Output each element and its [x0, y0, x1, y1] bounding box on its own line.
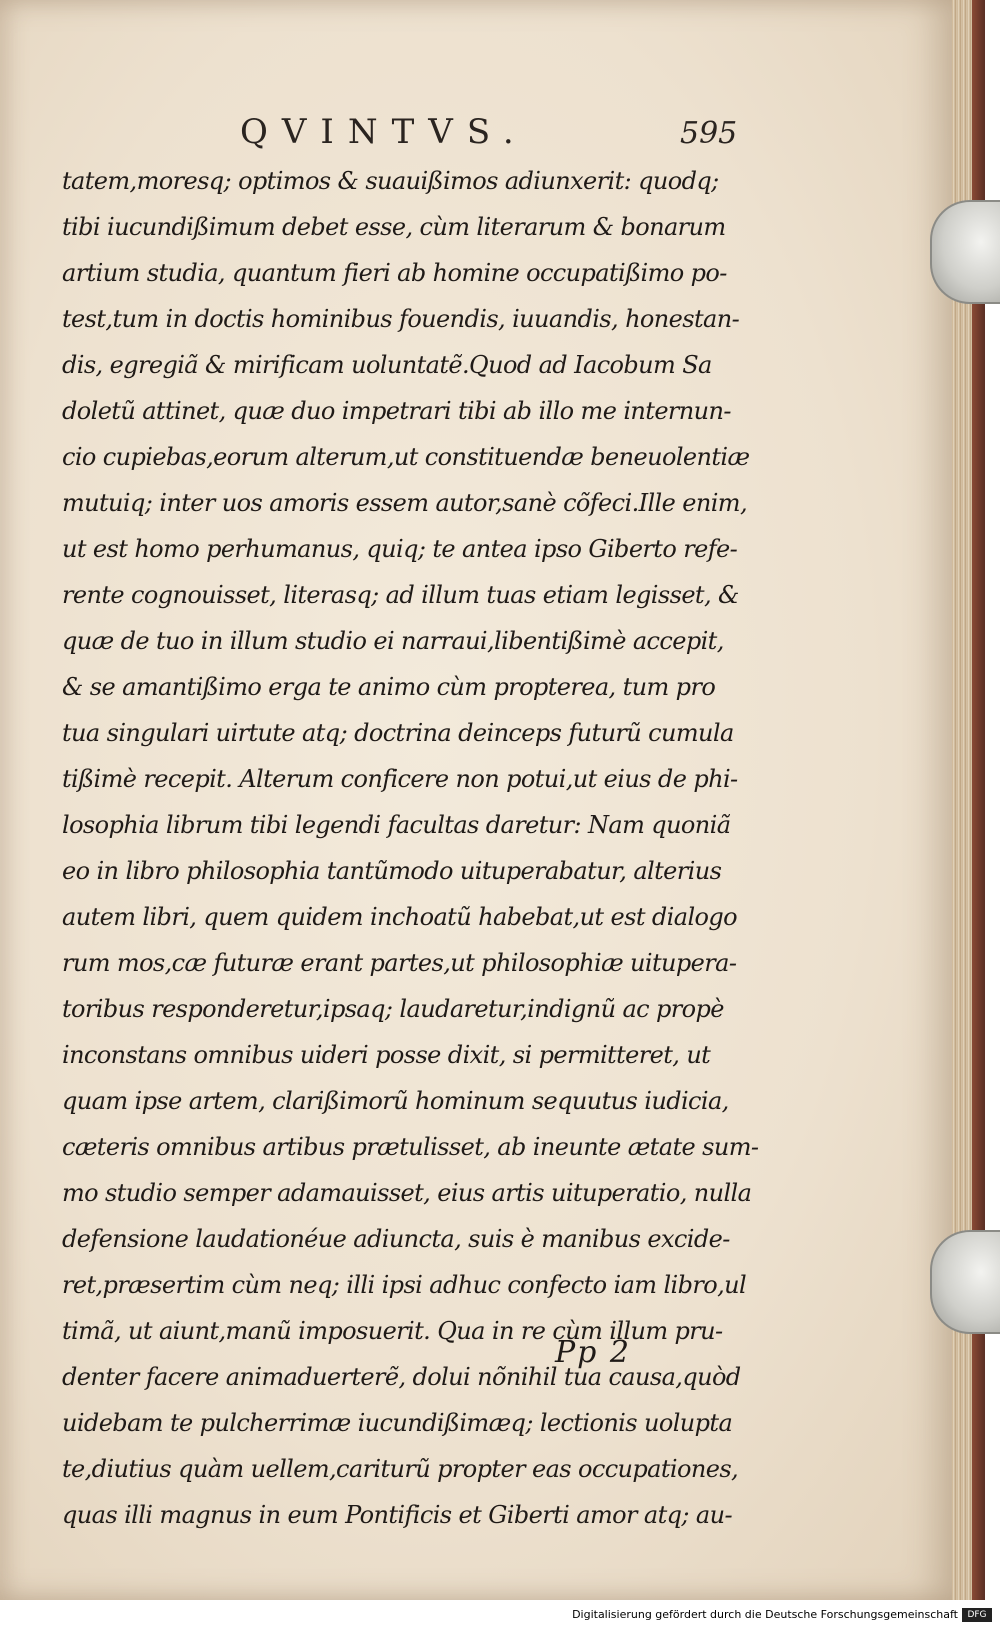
text-line: artium studia, quantum fieri ab homine occupatißimo po-	[62, 259, 727, 287]
text-line: doletũ attinet, quæ duo impetrari tibi ab illo me internun-	[62, 397, 731, 425]
clasp-bottom	[930, 1230, 1000, 1334]
text-line: ret,præsertim cùm neq; illi ipsi adhuc confecto iam libro,ul	[62, 1271, 747, 1299]
text-line: tatem,moresq; optimos & suauißimos adiunxerit: quodq;	[62, 167, 719, 195]
text-line: rente cognouisset, literasq; ad illum tuas etiam legisset, &	[62, 581, 739, 609]
running-head	[60, 112, 760, 160]
text-line: timã, ut aiunt,manũ imposuerit. Qua in re cùm illum pru-	[62, 1317, 723, 1345]
text-line: te,diutius quàm uellem,cariturũ propter eas occupationes,	[62, 1455, 739, 1483]
text-line: mo studio semper adamauisset, eius artis uituperatio, nulla	[62, 1179, 752, 1207]
text-line: inconstans omnibus uideri posse dixit, si permitteret, ut	[62, 1041, 711, 1069]
page-number: 595	[680, 116, 738, 151]
signature-mark: Pp 2	[555, 1335, 632, 1370]
clasp-top	[930, 200, 1000, 304]
text-line: denter facere animaduerterẽ, dolui nõnihil tua causa,quòd	[62, 1363, 741, 1391]
text-line: cio cupiebas,eorum alterum,ut constituendæ beneuolentiæ	[62, 443, 750, 471]
text-line: losophia librum tibi legendi facultas daretur: Nam quoniã	[62, 811, 731, 839]
text-line: uidebam te pulcherrimæ iucundißimæq; lectionis uolupta	[62, 1409, 733, 1437]
text-line: quas illi magnus in eum Pontificis et Giberti amor atq; au-	[62, 1501, 732, 1529]
body-text	[62, 158, 759, 1538]
text-line: ut est homo perhumanus, quiq; te antea ipso Giberto refe-	[62, 535, 738, 563]
text-line: tua singulari uirtute atq; doctrina deinceps futurũ cumula	[62, 719, 734, 747]
text-line: autem libri, quem quidem inchoatũ habebat,ut est dialogo	[62, 903, 737, 931]
text-line: tißimè recepit. Alterum conficere non potui,ut eius de phi-	[62, 765, 738, 793]
text-line: eo in libro philosophia tantũmodo uituperabatur, alterius	[62, 857, 722, 885]
funding-credit: Digitalisierung gefördert durch die Deutsche Forschungsgemeinschaft	[572, 1608, 958, 1621]
text-line: quam ipse artem, clarißimorũ hominum sequutus iudicia,	[62, 1087, 729, 1115]
dfg-logo: DFG	[962, 1608, 992, 1622]
text-line: tibi iucundißimum debet esse, cùm literarum & bonarum	[62, 213, 726, 241]
text-line: rum mos,cæ futuræ erant partes,ut philosophiæ uitupera-	[62, 949, 737, 977]
text-line: toribus responderetur,ipsaq; laudaretur,indignũ ac propè	[62, 995, 724, 1023]
running-head-title: QVINTVS.	[240, 112, 528, 152]
text-line: test,tum in doctis hominibus fouendis, iuuandis, honestan-	[62, 305, 740, 333]
footer-bar	[0, 1600, 1000, 1630]
text-line: mutuiq; inter uos amoris essem autor,sanè cõfeci.Ille enim,	[62, 489, 747, 517]
text-line: & se amantißimo erga te animo cùm propterea, tum pro	[62, 673, 716, 701]
text-line: cæteris omnibus artibus prætulisset, ab ineunte ætate sum-	[62, 1133, 759, 1161]
text-line: quæ de tuo in illum studio ei narraui,libentißimè accepit,	[62, 627, 724, 655]
text-line: dis, egregiã & mirificam uoluntatẽ.Quod ad Iacobum Sa	[62, 351, 712, 379]
text-line: defensione laudationéue adiuncta, suis è manibus excide-	[62, 1225, 730, 1253]
